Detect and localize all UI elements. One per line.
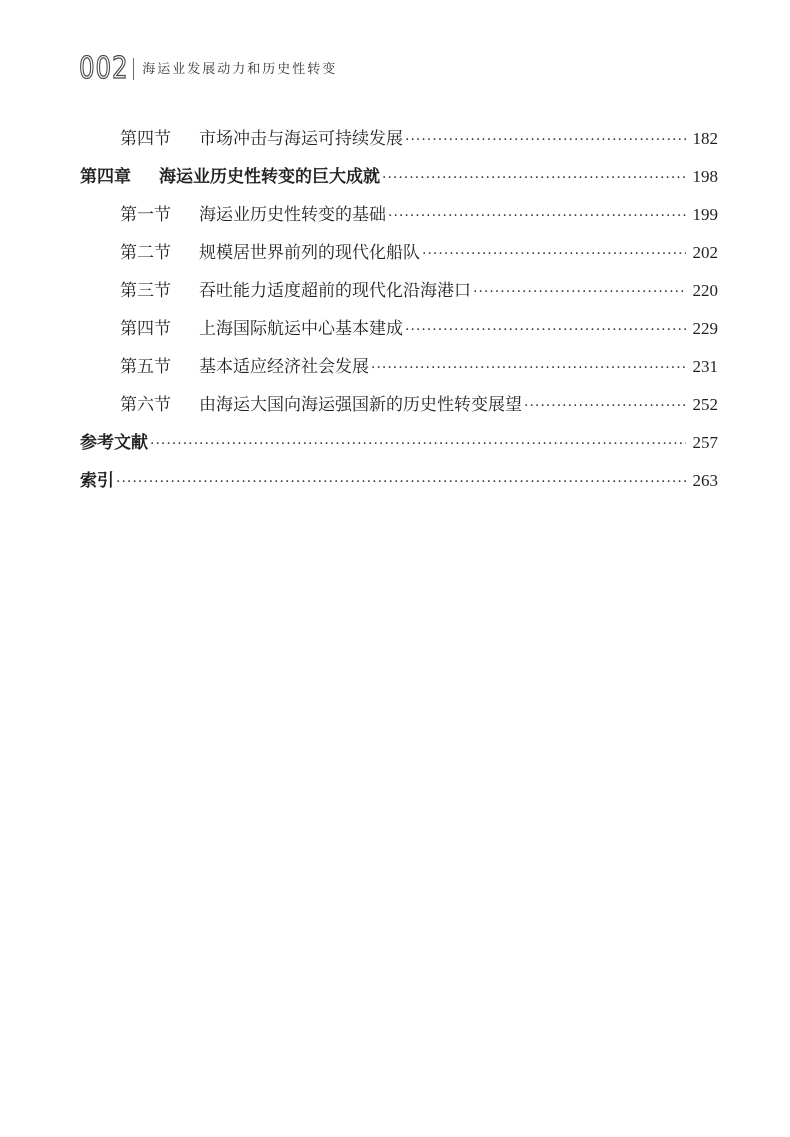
book-title: 海运业发展动力和历史性转变 xyxy=(142,62,338,77)
dot-leader xyxy=(473,273,686,311)
toc-entry-section[interactable] xyxy=(80,310,718,348)
toc-entry-page: 231 xyxy=(692,357,718,376)
toc-entry-page: 263 xyxy=(692,471,718,490)
dot-leader xyxy=(116,463,686,501)
toc-entry-section[interactable] xyxy=(80,272,718,310)
toc-entry-section[interactable] xyxy=(80,386,718,424)
toc-entry-section[interactable] xyxy=(80,196,718,234)
dot-leader xyxy=(388,197,686,235)
toc-entry-references[interactable] xyxy=(80,424,718,462)
dot-leader xyxy=(405,311,686,349)
toc-entry-title: 海运业历史性转变的巨大成就 xyxy=(159,167,380,187)
running-head xyxy=(79,48,337,84)
toc-entry-label: 第五节 xyxy=(120,357,171,377)
dot-leader xyxy=(371,349,686,387)
toc-entry-page: 252 xyxy=(692,395,718,414)
dot-leader xyxy=(524,387,686,425)
toc-entry-page: 257 xyxy=(692,433,718,452)
toc-entry-label: 第二节 xyxy=(120,243,171,263)
toc-entry-index[interactable] xyxy=(80,462,718,500)
toc-entry-label: 第六节 xyxy=(120,395,171,415)
toc-entry-section[interactable] xyxy=(80,234,718,272)
toc-entry-title: 海运业历史性转变的基础 xyxy=(199,205,386,225)
toc-entry-page: 182 xyxy=(692,129,718,148)
header-divider xyxy=(133,58,134,80)
toc-entry-page: 198 xyxy=(692,167,718,186)
toc-entry-title: 由海运大国向海运强国新的历史性转变展望 xyxy=(199,395,522,415)
dot-leader xyxy=(422,235,686,273)
toc-entry-page: 229 xyxy=(692,319,718,338)
toc-entry-label: 索引 xyxy=(80,471,114,491)
toc-entry-label: 参考文献 xyxy=(80,433,148,453)
toc-entry-chapter[interactable] xyxy=(80,158,718,196)
toc-entry-title: 上海国际航运中心基本建成 xyxy=(199,319,403,339)
toc-entry-label: 第四节 xyxy=(120,319,171,339)
toc-entry-label: 第四节 xyxy=(120,129,171,149)
dot-leader xyxy=(150,425,686,463)
toc-entry-title: 基本适应经济社会发展 xyxy=(199,357,369,377)
toc-entry-label: 第三节 xyxy=(120,281,171,301)
toc-entry-section[interactable] xyxy=(80,348,718,386)
toc-entry-section[interactable] xyxy=(80,120,718,158)
toc-entry-title: 市场冲击与海运可持续发展 xyxy=(199,129,403,149)
toc-entry-label: 第四章 xyxy=(80,167,131,187)
toc-entry-page: 220 xyxy=(692,281,718,300)
table-of-contents xyxy=(80,120,718,500)
dot-leader xyxy=(382,159,686,197)
toc-entry-page: 199 xyxy=(692,205,718,224)
toc-entry-title: 吞吐能力适度超前的现代化沿海港口 xyxy=(199,281,471,301)
toc-entry-title: 规模居世界前列的现代化船队 xyxy=(199,243,420,263)
toc-entry-page: 202 xyxy=(692,243,718,262)
page-number: 002 xyxy=(79,51,129,86)
toc-entry-label: 第一节 xyxy=(120,205,171,225)
dot-leader xyxy=(405,121,686,159)
